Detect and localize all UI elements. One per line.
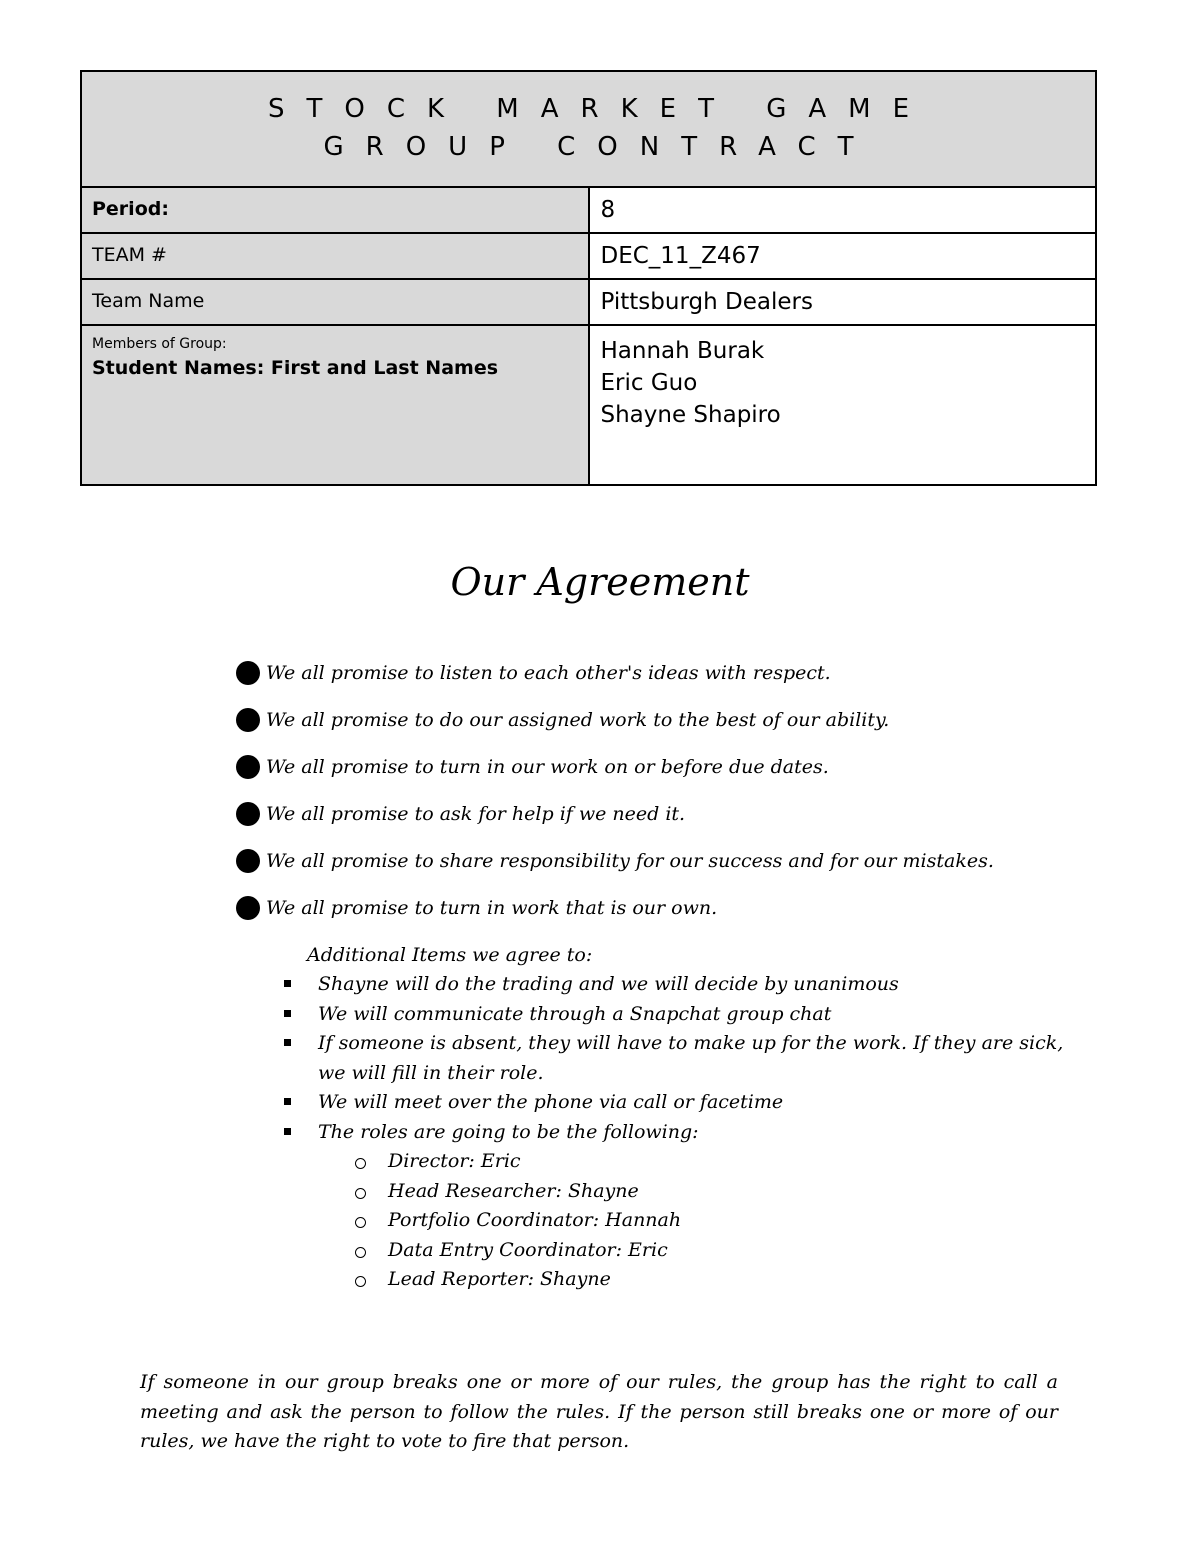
header-line-2: GROUP CONTRACT	[323, 132, 876, 162]
promise-text: We all promise to turn in work that is our own.	[266, 897, 718, 919]
member-name: Eric Guo	[600, 370, 698, 396]
additional-item-text: Shayne will do the trading and we will decide by unanimous	[318, 973, 899, 995]
team-number-value: DEC_11_Z467	[589, 233, 1097, 279]
contract-table	[80, 70, 1097, 486]
circle-bullet-icon	[355, 1217, 366, 1228]
square-bullet-icon	[284, 1098, 291, 1105]
members-small-label: Members of Group:	[92, 336, 227, 352]
promise-item	[236, 703, 1136, 750]
period-label: Period:	[81, 187, 589, 233]
square-bullet-icon	[284, 1010, 291, 1017]
circle-bullet-icon	[355, 1188, 366, 1199]
additional-heading: Additional Items we agree to:	[307, 944, 593, 966]
additional-item	[280, 1118, 1080, 1295]
role-item	[318, 1177, 1080, 1207]
additional-item	[280, 1029, 1080, 1088]
role-item	[318, 1147, 1080, 1177]
additional-item	[280, 1000, 1080, 1030]
circle-bullet-icon	[355, 1158, 366, 1169]
bullet-dot-icon	[236, 661, 260, 685]
additional-item-text: The roles are going to be the following:	[318, 1120, 699, 1143]
promise-text: We all promise to listen to each other's ideas with respect.	[266, 662, 831, 684]
agreement-title: Our Agreement	[450, 560, 750, 604]
role-text: Portfolio Coordinator: Hannah	[388, 1209, 682, 1231]
promise-item	[236, 891, 1136, 938]
role-item	[318, 1265, 1080, 1295]
member-name: Hannah Burak	[600, 338, 765, 364]
additional-item	[280, 1088, 1080, 1118]
promise-text: We all promise to do our assigned work to the best of our ability.	[266, 709, 890, 731]
closing-paragraph: If someone in our group breaks one or more of our rules, the group has the right to call a meeting and ask the person to follow the rules. If the person still breaks one or more of our rules, we have the right to vote to fire that person.	[140, 1371, 1058, 1452]
bullet-dot-icon	[236, 755, 260, 779]
additional-items-list	[280, 970, 1080, 1295]
members-label: Student Names: First and Last Names	[92, 357, 499, 379]
contract-header	[81, 71, 1096, 187]
additional-item-text: If someone is absent, they will have to make up for the work. If they are sick, we will fill in their role.	[318, 1032, 1064, 1084]
role-text: Director: Eric	[388, 1150, 521, 1172]
promise-item	[236, 750, 1136, 797]
period-value: 8	[589, 187, 1097, 233]
members-label-cell	[81, 325, 589, 485]
roles-list	[318, 1147, 1080, 1295]
header-line-1: STOCK MARKET GAME	[267, 94, 932, 124]
promise-item	[236, 797, 1136, 844]
promise-text: We all promise to ask for help if we need it.	[266, 803, 686, 825]
promise-item	[236, 844, 1136, 891]
additional-item-text: We will meet over the phone via call or facetime	[318, 1091, 784, 1113]
role-item	[318, 1206, 1080, 1236]
bullet-dot-icon	[236, 896, 260, 920]
additional-item	[280, 970, 1080, 1000]
members-list	[589, 325, 1097, 485]
square-bullet-icon	[284, 1039, 291, 1046]
team-name-value: Pittsburgh Dealers	[589, 279, 1097, 325]
circle-bullet-icon	[355, 1247, 366, 1258]
role-item	[318, 1236, 1080, 1266]
team-number-label: TEAM #	[81, 233, 589, 279]
team-name-label: Team Name	[81, 279, 589, 325]
square-bullet-icon	[284, 1128, 291, 1135]
role-text: Lead Reporter: Shayne	[388, 1268, 611, 1290]
promise-list	[236, 656, 1136, 938]
circle-bullet-icon	[355, 1276, 366, 1287]
additional-item-text: We will communicate through a Snapchat group chat	[318, 1002, 832, 1025]
bullet-dot-icon	[236, 849, 260, 873]
square-bullet-icon	[284, 980, 291, 987]
role-text: Head Researcher: Shayne	[388, 1179, 639, 1202]
bullet-dot-icon	[236, 708, 260, 732]
role-text: Data Entry Coordinator: Eric	[388, 1238, 668, 1261]
member-name: Shayne Shapiro	[600, 402, 781, 428]
promise-item	[236, 656, 1136, 703]
promise-text: We all promise to turn in our work on or before due dates.	[266, 756, 829, 778]
promise-text: We all promise to share responsibility for our success and for our mistakes.	[266, 850, 994, 872]
bullet-dot-icon	[236, 802, 260, 826]
